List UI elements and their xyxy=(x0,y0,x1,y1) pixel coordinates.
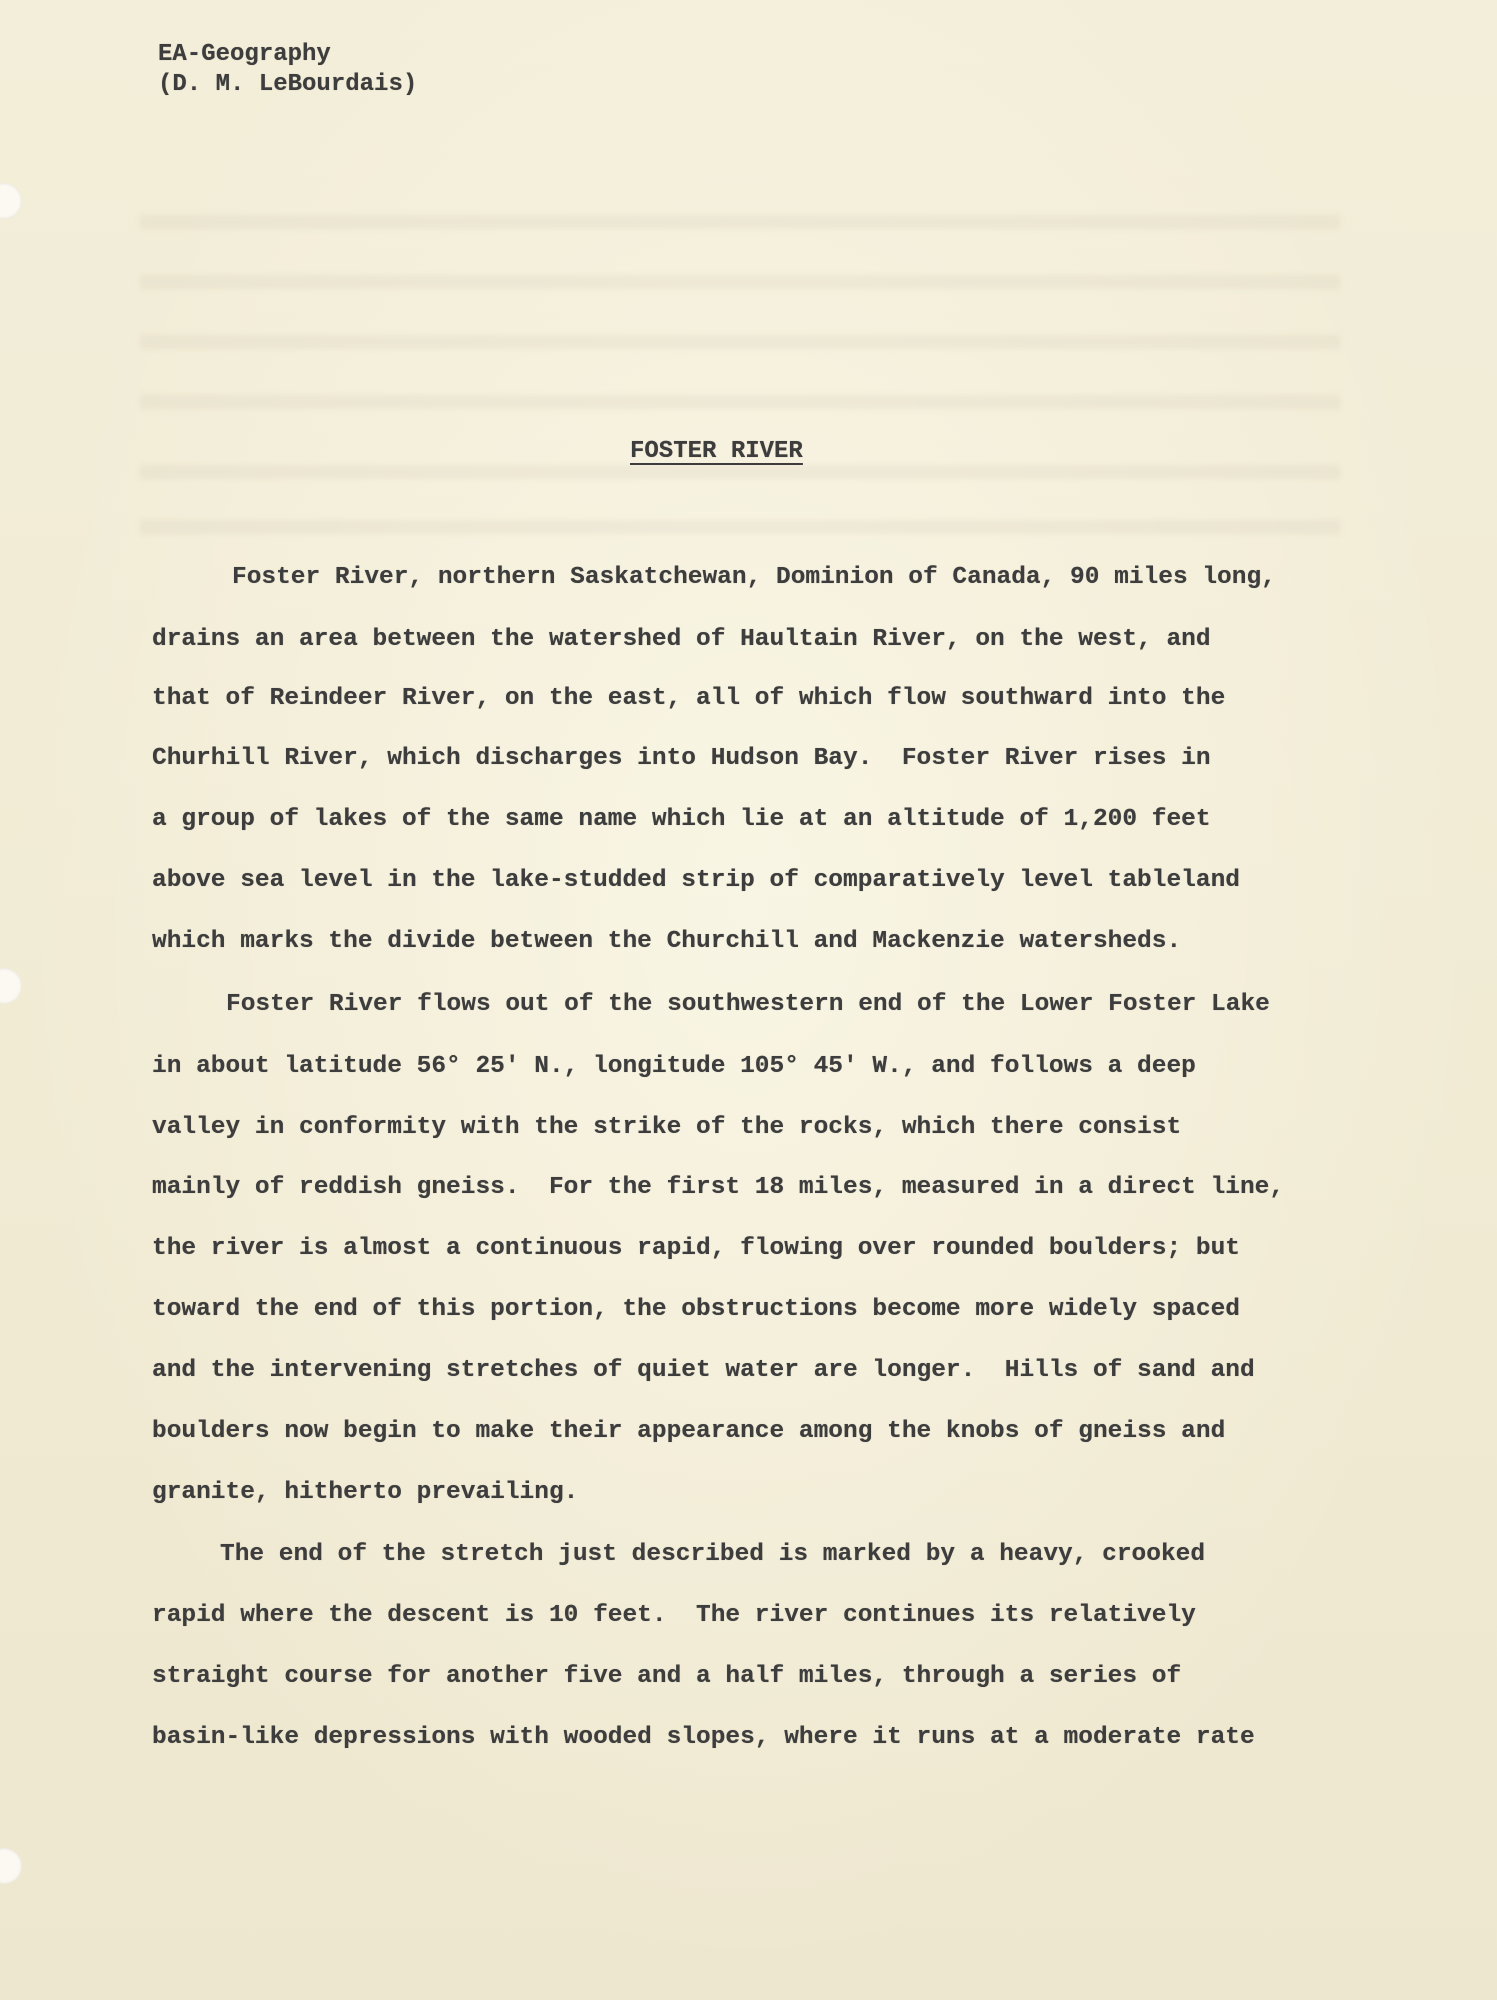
text-line: a group of lakes of the same name which lie at an altitude of 1,200 feet xyxy=(152,806,1211,833)
text-line: the river is almost a continuous rapid, flowing over rounded boulders; but xyxy=(152,1235,1240,1262)
header-line-1: EA-Geography xyxy=(158,41,331,68)
text-line: mainly of reddish gneiss. For the first 18 miles, measured in a direct line, xyxy=(152,1174,1285,1201)
text-line: granite, hitherto prevailing. xyxy=(152,1479,579,1506)
text-line: in about latitude 56° 25' N., longitude 105° 45' W., and follows a deep xyxy=(152,1053,1196,1080)
punch-hole xyxy=(0,183,22,219)
text-line: straight course for another five and a half miles, through a series of xyxy=(152,1663,1182,1690)
text-line: and the intervening stretches of quiet water are longer. Hills of sand and xyxy=(152,1357,1255,1384)
text-line: toward the end of this portion, the obstructions become more widely spaced xyxy=(152,1296,1240,1323)
text-line: which marks the divide between the Churchill and Mackenzie watersheds. xyxy=(152,928,1182,955)
punch-hole xyxy=(0,1848,22,1884)
text-line: Foster River flows out of the southwestern end of the Lower Foster Lake xyxy=(226,991,1270,1018)
page-title: FOSTER RIVER xyxy=(630,438,803,465)
text-line: basin-like depressions with wooded slopes, where it runs at a moderate rate xyxy=(152,1724,1255,1751)
text-line: that of Reindeer River, on the east, all of which flow southward into the xyxy=(152,685,1226,712)
show-through-shadow xyxy=(140,520,1340,534)
text-line: The end of the stretch just described is marked by a heavy, crooked xyxy=(220,1541,1206,1568)
show-through-shadow xyxy=(140,465,1340,479)
text-line: Churhill River, which discharges into Hudson Bay. Foster River rises in xyxy=(152,745,1211,772)
text-line: valley in conformity with the strike of the rocks, which there consist xyxy=(152,1114,1182,1141)
show-through-shadow xyxy=(140,215,1340,229)
text-line: rapid where the descent is 10 feet. The river continues its relatively xyxy=(152,1602,1196,1629)
show-through-shadow xyxy=(140,335,1340,349)
punch-hole xyxy=(0,968,22,1004)
text-line: boulders now begin to make their appearance among the knobs of gneiss and xyxy=(152,1418,1226,1445)
show-through-shadow xyxy=(140,275,1340,289)
text-line: above sea level in the lake-studded strip of comparatively level tableland xyxy=(152,867,1240,894)
show-through-shadow xyxy=(140,395,1340,409)
text-line: Foster River, northern Saskatchewan, Dominion of Canada, 90 miles long, xyxy=(232,564,1276,591)
header-line-2: (D. M. LeBourdais) xyxy=(158,71,418,98)
text-line: drains an area between the watershed of Haultain River, on the west, and xyxy=(152,626,1211,653)
